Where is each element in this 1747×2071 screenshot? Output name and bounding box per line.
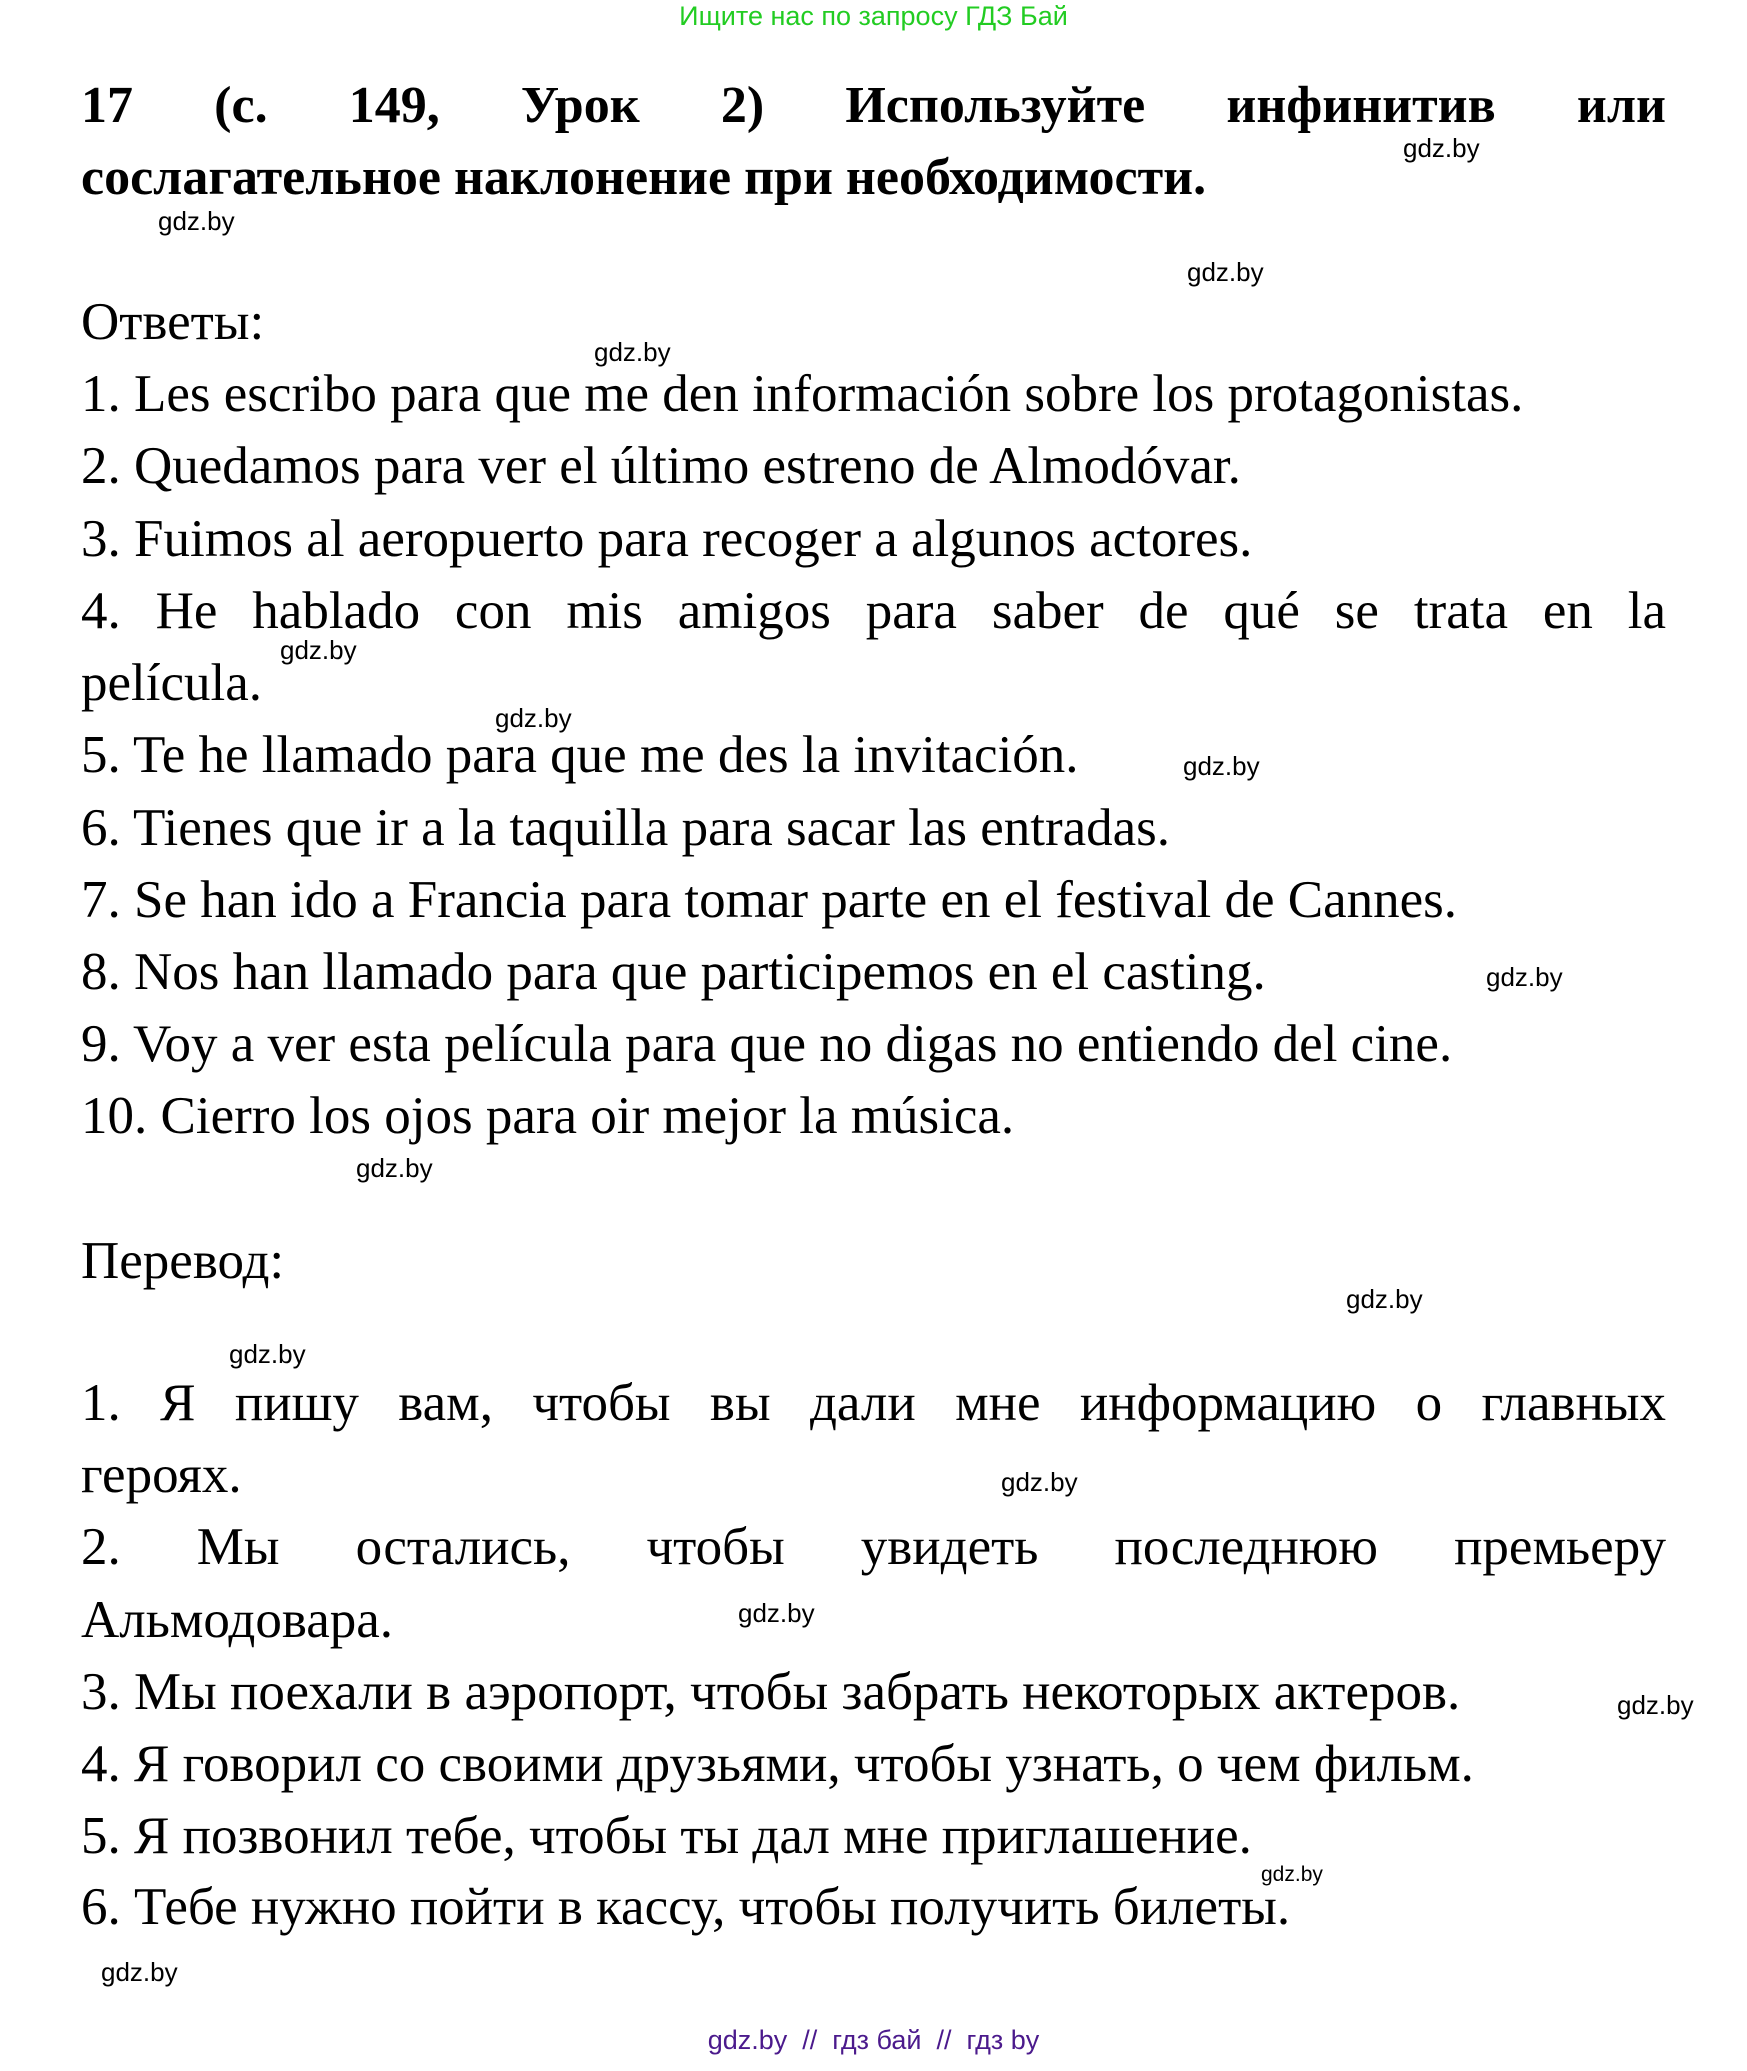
- watermark: gdz.by: [1187, 257, 1264, 287]
- watermark: gdz.by: [356, 1153, 433, 1183]
- watermark: gdz.by: [1403, 133, 1480, 163]
- watermark: gdz.by: [1617, 1690, 1694, 1720]
- answers-heading: Ответы:: [81, 293, 265, 351]
- footer-links: gdz.by // гдз бай // гдз by: [707, 2025, 1040, 2055]
- translation-line: 4. Я говорил со своими друзьями, чтобы узнать, о чем фильм.: [81, 1735, 1474, 1793]
- task-title-line-1: 17 (с. 149, Урок 2) Используйте инфинитив или: [81, 77, 1666, 134]
- answer-line: 7. Se han ido a Francia para tomar parte en el festival de Cannes.: [81, 871, 1458, 929]
- translation-line: Альмодовара.: [81, 1591, 393, 1649]
- watermark: gdz.by: [1346, 1284, 1423, 1314]
- translation-line: 2. Мы остались, чтобы увидеть последнюю премьеру: [81, 1518, 1666, 1576]
- watermark: gdz.by: [280, 635, 357, 665]
- watermark: gdz.by: [1261, 1863, 1323, 1886]
- answer-line: 5. Te he llamado para que me des la invitación.: [81, 726, 1079, 784]
- translation-line: 5. Я позвонил тебе, чтобы ты дал мне приглашение.: [81, 1807, 1252, 1865]
- answer-line: 6. Tienes que ir a la taquilla para sacar las entradas.: [81, 799, 1171, 857]
- translation-line: 3. Мы поехали в аэропорт, чтобы забрать некоторых актеров.: [81, 1663, 1461, 1721]
- watermark: gdz.by: [1001, 1467, 1078, 1497]
- task-title-line-2: сослагательное наклонение при необходимости.: [81, 149, 1207, 206]
- watermark: gdz.by: [158, 206, 235, 236]
- answer-line: 4. He hablado con mis amigos para saber de qué se trata en la: [81, 582, 1666, 640]
- answer-line: 1. Les escribo para que me den información sobre los protagonistas.: [81, 365, 1524, 423]
- header-banner: Ищите нас по запросу ГДЗ Бай: [679, 1, 1068, 31]
- answer-line: película.: [81, 654, 262, 712]
- answer-line: 2. Quedamos para ver el último estreno de Almodóvar.: [81, 437, 1241, 495]
- watermark: gdz.by: [495, 703, 572, 733]
- answer-line: 9. Voy a ver esta película para que no digas no entiendo del cine.: [81, 1015, 1453, 1073]
- translation-line: героях.: [81, 1446, 242, 1504]
- watermark: gdz.by: [1183, 751, 1260, 781]
- answer-line: 3. Fuimos al aeropuerto para recoger a algunos actores.: [81, 510, 1253, 568]
- translation-line: 1. Я пишу вам, чтобы вы дали мне информацию о главных: [81, 1374, 1666, 1432]
- watermark: gdz.by: [594, 337, 671, 367]
- watermark: gdz.by: [101, 1957, 178, 1987]
- watermark: gdz.by: [1486, 962, 1563, 992]
- translation-line: 6. Тебе нужно пойти в кассу, чтобы получить билеты.: [81, 1878, 1291, 1936]
- translation-heading: Перевод:: [81, 1232, 285, 1290]
- answer-line: 10. Cierro los ojos para oir mejor la música.: [81, 1087, 1015, 1145]
- watermark: gdz.by: [229, 1339, 306, 1369]
- answer-line: 8. Nos han llamado para que participemos en el casting.: [81, 943, 1266, 1001]
- watermark: gdz.by: [738, 1598, 815, 1628]
